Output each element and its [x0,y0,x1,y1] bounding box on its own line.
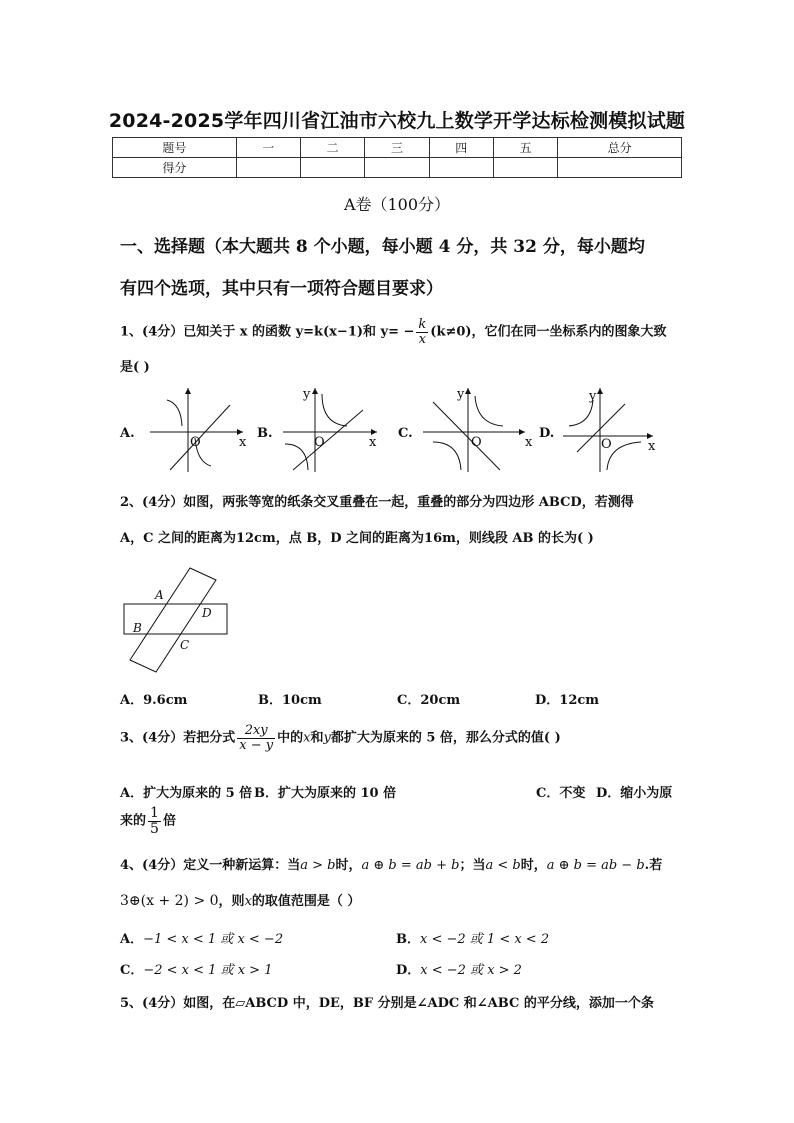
q3-optd-den: 5 [150,820,159,837]
score-cell [365,158,429,178]
graph-b-line [293,410,363,470]
q4-opta-text: −1 < x < 1 或 x < −2 [143,932,284,947]
q3-optd-post: 倍 [162,813,176,829]
question-2-line1: 2、(4分）如图，两张等宽的纸条交叉重叠在一起，重叠的部分为四边形 ABCD，若测得 [120,495,634,510]
q4-optd-text: x < −2 或 x > 2 [420,963,522,978]
q1-frac-den: x [418,331,427,347]
graph-b-curve-upper [322,394,347,426]
q2-option-d: D．12cm [535,693,600,708]
score-cell: 二 [300,138,364,158]
q2-option-b: B．10cm [258,693,322,708]
point-b-label: B [133,621,142,635]
graph-a-curve-upper [167,400,182,426]
q3-option-b: B．扩大为原来的 10 倍 [254,786,397,801]
section-subtitle: A卷（100分） [343,195,451,214]
q4-optc-text: −2 < x < 1 或 x > 1 [143,963,273,978]
q4-when: 时， [335,858,362,873]
q4-cond2: a < b [485,858,521,873]
q3-fraction [237,724,275,752]
q4-cond1: a > b [300,858,336,873]
q4-ruo: .若 [644,858,663,873]
q3-var-x: x [303,730,311,746]
q4-opta-letter: A． [120,932,144,947]
graph-b-y-arrow [312,388,318,394]
score-cell [558,158,682,178]
q4-option-b [396,928,549,947]
q3-suffix: 都扩大为原来的 5 倍，那么分式的值( ) [330,730,561,746]
question-3-line1 [120,724,561,752]
q3-optd-fraction [148,806,161,836]
section-heading-line1: 一、选择题（本大题共 8 个小题，每小题 4 分，共 32 分，每小题均 [120,237,645,257]
q3-and: 和 [310,730,324,746]
q4-inequality: 3⊕(x + 2) > 0 [120,893,219,909]
graph-a-x-label: x [239,435,247,450]
q1-graph-options [115,380,675,480]
q4-optb-text: x < −2 或 1 < x < 2 [420,932,550,947]
score-cell [429,158,493,178]
question-4-line1 [120,854,662,873]
score-cell: 一 [236,138,300,158]
q3-option-c: C．不变 [536,786,586,801]
q4-optb-letter: B． [396,932,420,947]
q4-semi: ；当 [459,858,486,873]
graph-d-y-label: y [589,389,597,404]
q4-option-d [396,959,522,978]
graph-a-label: A. [120,426,135,441]
question-2-line2: A，C 之间的距离为12cm，点 B，D 之间的距离为16m，则线段 AB 的长为( ) [120,531,594,546]
graph-b-y-label: y [303,387,311,402]
q2-figure [118,562,238,674]
graph-a-origin: O [190,435,201,450]
score-cell [300,158,364,178]
graph-d-label: D. [539,426,555,441]
question-1-line1 [120,318,667,346]
graph-c-line [433,402,500,470]
graph-c-x-label: x [525,435,533,450]
q3-optd-pre: 来的 [120,813,147,829]
q3-optd-num: 1 [150,805,159,821]
q1-fraction [416,318,428,346]
q3-option-d: D．缩小为原 [596,786,673,801]
graph-d-curve-lower [607,442,641,470]
q3-option-a: A．扩大为原来的 5 倍 [120,786,253,801]
q1-frac-num: k [418,317,427,332]
graph-b-label: B. [257,426,273,441]
graph-c-curve-upper [475,396,503,426]
score-table-header-row [113,138,682,158]
question-4-line2 [120,890,360,909]
graph-d-x-label: x [648,439,656,454]
q4-def1: a ⊕ b = ab + b [361,858,460,873]
q1-suffix: (k≠0)，它们在同一坐标系内的图象大致 [430,324,667,340]
score-cell [493,158,557,178]
score-table-score-row [113,158,682,178]
graph-b-origin: O [314,435,325,450]
score-table [112,137,682,178]
score-cell [236,158,300,178]
q4-optd-letter: D． [396,963,421,978]
q4-var: x [244,894,252,909]
q4-pre: 4、(4分）定义一种新运算：当 [120,858,301,873]
q2-option-a: A．9.6cm [120,693,188,708]
score-cell: 题号 [113,138,237,158]
q3-frac-num: 2xy [237,724,275,739]
score-cell: 得分 [113,158,237,178]
graph-c-label: C. [398,426,413,441]
section-heading-line2: 有四个选项，其中只有一项符合题目要求） [120,279,443,299]
graph-a-y-arrow [185,388,191,394]
q4-end: 的取值范围是（ ） [251,894,361,909]
q2-option-c: C．20cm [397,693,461,708]
graph-c-curve-lower [433,442,461,470]
q4-option-c [120,959,272,978]
graph-c-origin: O [471,435,482,450]
q3-middle: 中的 [277,730,304,746]
score-cell: 五 [493,138,557,158]
q1-prefix: 1、(4分）已知关于 x 的函数 y=k(x−1)和 y= − [120,324,415,340]
page-title: 2024-2025学年四川省江油市六校九上数学开学达标检测模拟试题 [108,110,686,132]
graph-d-y-arrow [597,388,603,394]
score-cell: 四 [429,138,493,158]
score-cell: 总分 [558,138,682,158]
graph-d-origin: O [601,437,612,452]
graph-b-x-label: x [369,435,377,450]
question-1-line2: 是( ) [120,360,150,375]
question-5-line1: 5、(4分）如图，在▱ABCD 中，DE，BF 分别是∠ADC 和∠ABC 的平分线，添加一个条 [120,996,654,1011]
point-c-label: C [180,638,190,652]
q4-when2: 时， [520,858,547,873]
point-a-label: A [155,588,164,602]
graph-c-y-arrow [465,388,471,394]
q3-option-d-continued [120,806,176,836]
q3-frac-den: x − y [239,737,274,753]
score-cell: 三 [365,138,429,158]
point-d-label: D [202,606,212,620]
q4-optc-letter: C． [120,963,144,978]
graph-b-curve-lower [285,444,308,470]
q4-post: ，则 [218,894,245,909]
q4-def2: a ⊕ b = ab − b [546,858,645,873]
graph-c-y-label: y [457,387,465,402]
q3-prefix: 3、(4分）若把分式 [120,730,236,746]
q4-option-a [120,928,283,947]
q3-var-y: y [323,730,331,746]
paper-strip-diagonal [130,568,216,672]
